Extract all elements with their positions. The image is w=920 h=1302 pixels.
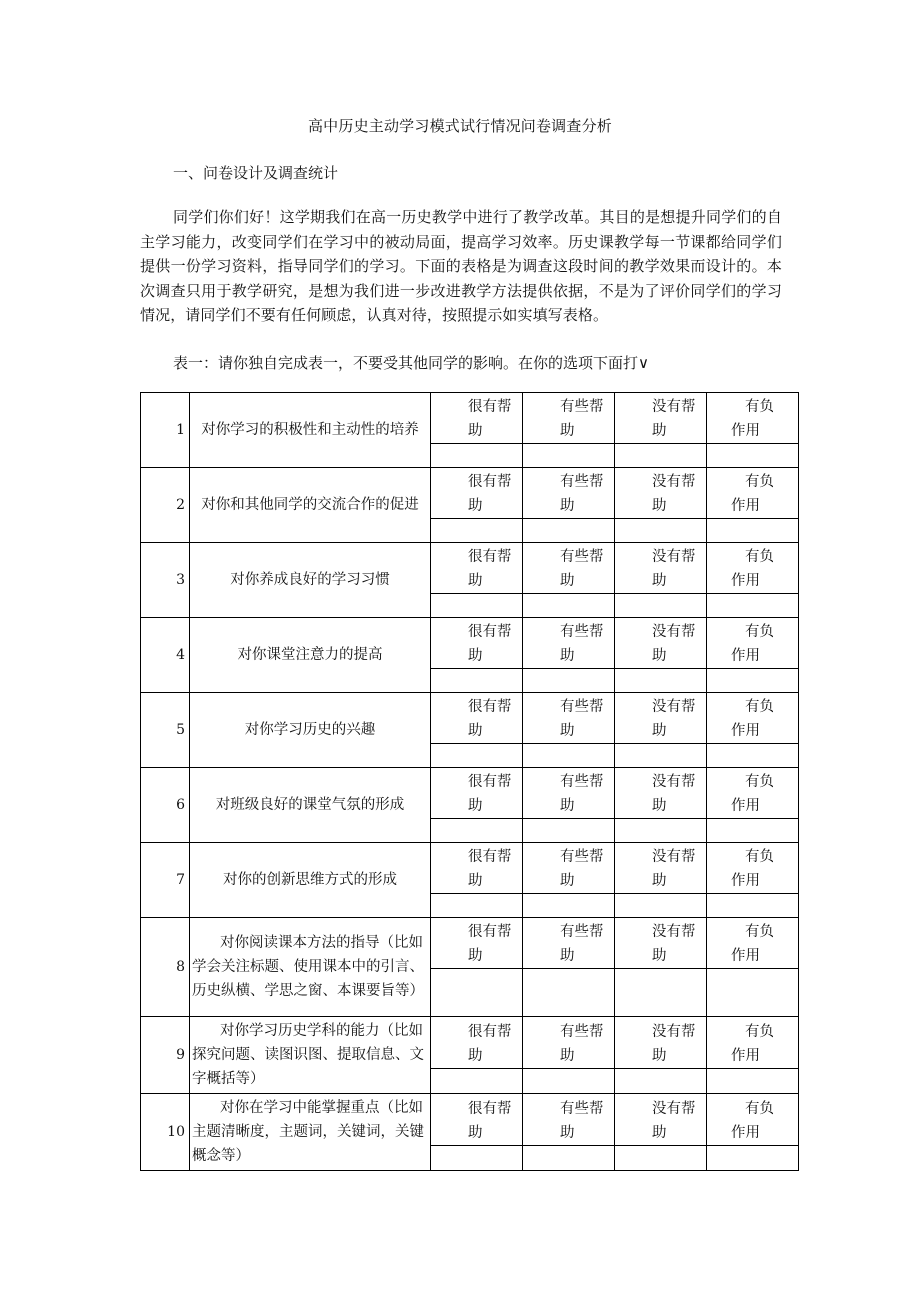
- question-text: 对你学习历史的兴趣: [190, 693, 431, 768]
- option-label-line2: 助: [652, 648, 667, 664]
- option-not-helpful: [615, 768, 707, 819]
- option-label-line2: 助: [560, 948, 575, 964]
- answer-cell-not-helpful[interactable]: [615, 1069, 707, 1094]
- answer-cell-negative-effect[interactable]: [707, 1069, 799, 1094]
- option-label-line2: 作用: [731, 498, 760, 514]
- question-number: 8: [141, 918, 190, 1017]
- option-very-helpful: [431, 393, 523, 444]
- question-text: 对你的创新思维方式的形成: [190, 843, 431, 918]
- option-label-line1: 有负: [745, 624, 774, 640]
- option-very-helpful: [431, 843, 523, 894]
- option-negative-effect: [707, 768, 799, 819]
- option-label-line1: 没有帮: [652, 1100, 696, 1117]
- option-label-line1: 很有帮: [468, 924, 512, 940]
- option-label-line2: 作用: [731, 423, 760, 439]
- question-row: [141, 543, 799, 594]
- question-text: 对你在学习中能掌握重点（比如主题清晰度，主题词，关键词，关键概念等）: [190, 1094, 431, 1171]
- answer-cell-somewhat-helpful[interactable]: [523, 894, 615, 918]
- option-label-line2: 助: [468, 1047, 483, 1064]
- question-number: 9: [141, 1017, 190, 1094]
- answer-cell-somewhat-helpful[interactable]: [523, 744, 615, 768]
- option-label-line1: 有些帮: [560, 474, 604, 490]
- option-label-line2: 助: [468, 948, 483, 964]
- option-somewhat-helpful: [523, 543, 615, 594]
- option-somewhat-helpful: [523, 1094, 615, 1146]
- option-label-line2: 助: [468, 498, 483, 514]
- answer-cell-not-helpful[interactable]: [615, 1146, 707, 1171]
- option-label-line1: 没有帮: [652, 774, 696, 790]
- option-label-line2: 助: [468, 1124, 483, 1141]
- answer-cell-somewhat-helpful[interactable]: [523, 1069, 615, 1094]
- question-row: [141, 918, 799, 969]
- option-label-line1: 没有帮: [652, 924, 696, 940]
- option-not-helpful: [615, 543, 707, 594]
- option-label-line2: 作用: [731, 1047, 760, 1064]
- option-very-helpful: [431, 1017, 523, 1069]
- option-label-line1: 很有帮: [468, 549, 512, 565]
- option-label-line2: 助: [560, 873, 575, 889]
- answer-cell-not-helpful[interactable]: [615, 819, 707, 843]
- option-label-line1: 没有帮: [652, 849, 696, 865]
- question-number: 3: [141, 543, 190, 618]
- answer-cell-somewhat-helpful[interactable]: [523, 444, 615, 468]
- option-label-line2: 作用: [731, 723, 760, 739]
- answer-cell-somewhat-helpful[interactable]: [523, 519, 615, 543]
- option-label-line2: 助: [560, 723, 575, 739]
- option-label-line1: 很有帮: [468, 849, 512, 865]
- option-label-line2: 助: [468, 573, 483, 589]
- option-label-line2: 作用: [731, 1124, 760, 1141]
- option-label-line1: 很有帮: [468, 624, 512, 640]
- option-somewhat-helpful: [523, 918, 615, 969]
- option-somewhat-helpful: [523, 393, 615, 444]
- option-label-line2: 助: [560, 423, 575, 439]
- option-very-helpful: [431, 618, 523, 669]
- option-label-line1: 有些帮: [560, 699, 604, 715]
- option-label-line2: 作用: [731, 573, 760, 589]
- answer-cell-somewhat-helpful[interactable]: [523, 819, 615, 843]
- option-not-helpful: [615, 1094, 707, 1146]
- option-label-line2: 助: [468, 798, 483, 814]
- answer-cell-somewhat-helpful[interactable]: [523, 594, 615, 618]
- option-label-line1: 有负: [745, 849, 774, 865]
- option-label-line1: 很有帮: [468, 1023, 512, 1040]
- option-label-line1: 有些帮: [560, 549, 604, 565]
- option-negative-effect: [707, 618, 799, 669]
- answer-cell-negative-effect[interactable]: [707, 669, 799, 693]
- section-heading: 一、问卷设计及调查统计: [173, 164, 339, 182]
- option-label-line1: 没有帮: [652, 474, 696, 490]
- option-label-line2: 作用: [731, 948, 760, 964]
- answer-cell-not-helpful[interactable]: [615, 969, 707, 1017]
- question-row: [141, 1094, 799, 1146]
- option-not-helpful: [615, 393, 707, 444]
- option-somewhat-helpful: [523, 768, 615, 819]
- survey-table: [140, 392, 799, 1171]
- option-label-line2: 助: [560, 1124, 575, 1141]
- option-label-line2: 助: [468, 648, 483, 664]
- option-negative-effect: [707, 918, 799, 969]
- option-label-line2: 助: [652, 498, 667, 514]
- option-not-helpful: [615, 1017, 707, 1069]
- option-label-line1: 很有帮: [468, 1100, 512, 1117]
- question-text: 对你学习的积极性和主动性的培养: [190, 393, 431, 468]
- answer-cell-somewhat-helpful[interactable]: [523, 669, 615, 693]
- answer-cell-very-helpful[interactable]: [431, 744, 523, 768]
- question-row: [141, 843, 799, 894]
- option-not-helpful: [615, 468, 707, 519]
- option-label-line1: 有负: [745, 774, 774, 790]
- answer-cell-negative-effect[interactable]: [707, 1146, 799, 1171]
- option-label-line2: 助: [560, 798, 575, 814]
- table-instruction: 表一：请你独自完成表一，不要受其他同学的影响。在你的选项下面打∨: [173, 354, 649, 372]
- answer-cell-somewhat-helpful[interactable]: [523, 969, 615, 1017]
- option-label-line2: 助: [652, 948, 667, 964]
- answer-cell-negative-effect[interactable]: [707, 969, 799, 1017]
- question-number: 10: [141, 1094, 190, 1171]
- question-number: 1: [141, 393, 190, 468]
- option-label-line1: 有负: [745, 474, 774, 490]
- question-text: 对你阅读课本方法的指导（比如学会关注标题、使用课本中的引言、历史纵横、学思之窗、本课要旨等）: [190, 918, 431, 1017]
- answer-cell-very-helpful[interactable]: [431, 444, 523, 468]
- option-label-line2: 作用: [731, 873, 760, 889]
- page-title: 高中历史主动学习模式试行情况问卷调查分析: [307, 117, 612, 135]
- option-label-line1: 有负: [745, 549, 774, 565]
- option-not-helpful: [615, 693, 707, 744]
- question-row: [141, 1017, 799, 1069]
- option-label-line2: 助: [652, 423, 667, 439]
- question-text: 对你养成良好的学习习惯: [190, 543, 431, 618]
- option-label-line2: 助: [468, 423, 483, 439]
- answer-cell-negative-effect[interactable]: [707, 519, 799, 543]
- question-text: 对你课堂注意力的提高: [190, 618, 431, 693]
- option-negative-effect: [707, 1094, 799, 1146]
- option-label-line1: 有些帮: [560, 1023, 604, 1040]
- option-label-line1: 有些帮: [560, 399, 604, 415]
- option-negative-effect: [707, 1017, 799, 1069]
- question-number: 5: [141, 693, 190, 768]
- question-text: 对班级良好的课堂气氛的形成: [190, 768, 431, 843]
- question-text: 对你和其他同学的交流合作的促进: [190, 468, 431, 543]
- option-label-line2: 助: [652, 573, 667, 589]
- answer-cell-not-helpful[interactable]: [615, 894, 707, 918]
- option-label-line2: 助: [560, 498, 575, 514]
- answer-cell-not-helpful[interactable]: [615, 744, 707, 768]
- question-number: 6: [141, 768, 190, 843]
- question-text: 对你学习历史学科的能力（比如探究问题、读图识图、提取信息、文字概括等）: [190, 1017, 431, 1094]
- option-label-line1: 没有帮: [652, 1023, 696, 1040]
- option-label-line1: 有负: [745, 399, 774, 415]
- option-very-helpful: [431, 1094, 523, 1146]
- option-label-line1: 有些帮: [560, 924, 604, 940]
- option-very-helpful: [431, 543, 523, 594]
- option-label-line2: 助: [560, 573, 575, 589]
- option-label-line2: 助: [652, 873, 667, 889]
- answer-cell-very-helpful[interactable]: [431, 894, 523, 918]
- answer-cell-not-helpful[interactable]: [615, 444, 707, 468]
- option-label-line1: 有负: [745, 699, 774, 715]
- option-label-line1: 很有帮: [468, 699, 512, 715]
- question-row: [141, 393, 799, 444]
- option-somewhat-helpful: [523, 843, 615, 894]
- answer-cell-very-helpful[interactable]: [431, 969, 523, 1017]
- question-row: [141, 768, 799, 819]
- option-somewhat-helpful: [523, 693, 615, 744]
- answer-cell-not-helpful[interactable]: [615, 519, 707, 543]
- answer-cell-negative-effect[interactable]: [707, 819, 799, 843]
- option-not-helpful: [615, 618, 707, 669]
- question-number: 2: [141, 468, 190, 543]
- option-very-helpful: [431, 693, 523, 744]
- option-label-line1: 很有帮: [468, 774, 512, 790]
- answer-cell-negative-effect[interactable]: [707, 594, 799, 618]
- option-not-helpful: [615, 843, 707, 894]
- question-row: [141, 693, 799, 744]
- option-negative-effect: [707, 843, 799, 894]
- answer-cell-somewhat-helpful[interactable]: [523, 1146, 615, 1171]
- option-label-line1: 很有帮: [468, 399, 512, 415]
- option-label-line2: 助: [468, 723, 483, 739]
- option-label-line2: 助: [560, 1047, 575, 1064]
- option-label-line2: 助: [652, 1124, 667, 1141]
- option-label-line1: 有负: [745, 1100, 774, 1117]
- option-label-line2: 助: [652, 798, 667, 814]
- option-label-line1: 有些帮: [560, 849, 604, 865]
- option-label-line2: 助: [652, 723, 667, 739]
- option-somewhat-helpful: [523, 618, 615, 669]
- option-very-helpful: [431, 918, 523, 969]
- answer-cell-very-helpful[interactable]: [431, 1146, 523, 1171]
- answer-cell-very-helpful[interactable]: [431, 669, 523, 693]
- option-not-helpful: [615, 918, 707, 969]
- answer-cell-not-helpful[interactable]: [615, 594, 707, 618]
- answer-cell-not-helpful[interactable]: [615, 669, 707, 693]
- option-very-helpful: [431, 468, 523, 519]
- answer-cell-very-helpful[interactable]: [431, 1069, 523, 1094]
- question-row: [141, 468, 799, 519]
- option-label-line1: 有些帮: [560, 624, 604, 640]
- option-negative-effect: [707, 468, 799, 519]
- answer-cell-negative-effect[interactable]: [707, 744, 799, 768]
- option-label-line1: 有些帮: [560, 774, 604, 790]
- intro-paragraph: 同学们你们好！这学期我们在高一历史教学中进行了教学改革。其目的是想提升同学们的自主学习能力，改变同学们在学习中的被动局面，提高学习效率。历史课教学每一节课都给同学们提供一份学习资料，指导同学们的学习。下面的表格是为调查这段时间的教学效果而设计的。本次调查只用于教学研究，是想为我们进一步改进教学方法提供依据，不是为了评价同学们的学习情况，请同学们不要有任何顾虑，认真对待，按照提示如实填写表格。: [140, 208, 782, 324]
- option-label-line2: 作用: [731, 798, 760, 814]
- option-label-line1: 有些帮: [560, 1100, 604, 1117]
- answer-cell-very-helpful[interactable]: [431, 819, 523, 843]
- option-negative-effect: [707, 693, 799, 744]
- option-label-line2: 助: [560, 648, 575, 664]
- option-label-line1: 有负: [745, 1023, 774, 1040]
- question-number: 7: [141, 843, 190, 918]
- answer-cell-negative-effect[interactable]: [707, 894, 799, 918]
- option-label-line1: 没有帮: [652, 624, 696, 640]
- option-somewhat-helpful: [523, 1017, 615, 1069]
- answer-cell-very-helpful[interactable]: [431, 594, 523, 618]
- option-label-line1: 有负: [745, 924, 774, 940]
- option-label-line2: 助: [468, 873, 483, 889]
- option-label-line1: 没有帮: [652, 399, 696, 415]
- option-label-line2: 作用: [731, 648, 760, 664]
- option-negative-effect: [707, 393, 799, 444]
- option-label-line1: 没有帮: [652, 699, 696, 715]
- answer-cell-negative-effect[interactable]: [707, 444, 799, 468]
- option-somewhat-helpful: [523, 468, 615, 519]
- option-label-line1: 很有帮: [468, 474, 512, 490]
- option-negative-effect: [707, 543, 799, 594]
- question-number: 4: [141, 618, 190, 693]
- option-very-helpful: [431, 768, 523, 819]
- answer-cell-very-helpful[interactable]: [431, 519, 523, 543]
- question-row: [141, 618, 799, 669]
- option-label-line1: 没有帮: [652, 549, 696, 565]
- option-label-line2: 助: [652, 1047, 667, 1064]
